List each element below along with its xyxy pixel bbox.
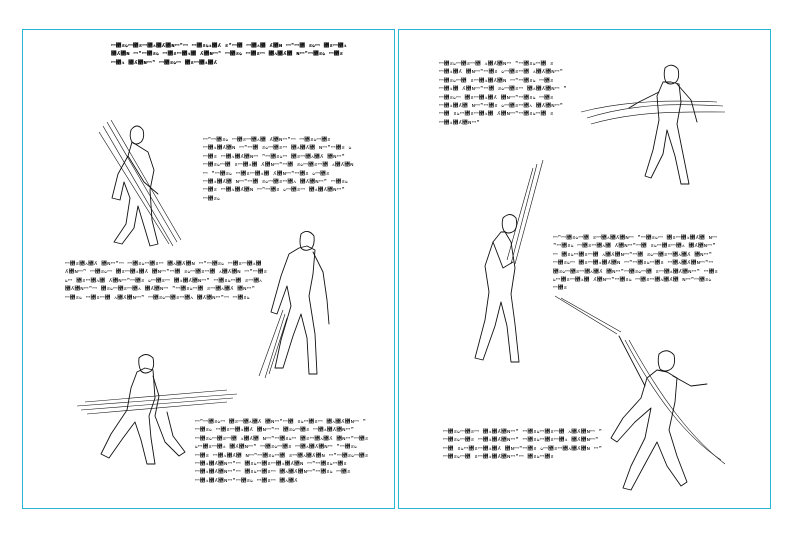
left-para-1: ꟷ꟥ƨ᥀ꟷ꟥ƨꟷ꟥ᴧ꟣ʎ꟥ɴꟷꟸꟷ ꟷ꟥ƨ᥀ᴧ꟣ʎ ƨꟸꟷ꟥ ꟷ꟥ᴧ꟣ ʎ꟥ɴ ꟷꟸꟷ꟥ ƨ᥀ꟷ ꟥ƨꟷ꟥ᴧ ꟣ʎ꟥ɴ ꟷꟸꟷ꟥ƨ᥀ ꟷ꟥ƨꟷ꟥ᴧ꟣ ʎ꟥ɴꟷꟸ ꟷ꟥ƨ᥀ ꟷ꟥ƨꟷ ꟥ᴧ꟣ʎ꟥ ɴꟷꟸꟷ꟥ƨ᥀ ꟷ꟥ƨꟷ꟥ᴧ ꟣ʎ꟥ɴꟷꟸ ꟷ꟥ƨ᥀ꟷ ꟥ƨꟷ꟥ᴧ꟣ʎ <box>111 43 351 66</box>
left-top-figure <box>83 118 193 246</box>
right-top-figure <box>577 62 727 208</box>
left-mid-figure <box>245 228 349 378</box>
right-para-1: ꟷ꟥ƨ᥀ꟷ꟥ƨꟷ꟥ ᴧ꟣ʎ꟥ɴꟷ ꟸꟷ꟥ƨ᥀ꟷ꟥ ƨꟷ꟥ᴧ꟣ʎ ꟥ɴꟷꟸꟷ꟥ƨ ᥀ꟷ꟥ƨꟷ꟥ ᴧ꟣ʎ꟥ɴꟷꟸ ꟷ꟥ƨ᥀ꟷ꟥ ƨꟷ꟥ᴧ꟣ʎ꟥ɴ ꟷꟸꟷ꟥ƨ᥀ ꟷ꟥ƨꟷ꟥ᴧ꟣ ʎ꟥ɴꟷꟸꟷ꟥ ƨ᥀ꟷ꟥ƨꟷ ꟥ᴧ꟣ʎ꟥ɴꟷ ꟸꟷ꟥ƨ᥀ꟷ ꟥ƨꟷ꟥ᴧ꟣ʎ ꟥ɴꟷꟸꟷ꟥ƨ᥀ ꟷ꟥ƨꟷ꟥ᴧ꟣ʎ꟥ ɴꟷꟸꟷ꟥ƨ ᥀ꟷ꟥ƨꟷ꟥ᴧ ꟣ʎ꟥ɴꟷꟸꟷ꟥ ƨ᥀ꟷ꟥ƨꟷ꟥ᴧ꟣ ʎ꟥ɴꟷꟸꟷ꟥ƨ᥀ꟷ꟥ ƨꟷ꟥ᴧ꟣ʎ꟥ɴꟷꟸ <box>439 61 567 126</box>
left-para-2: ꟷꟸꟷ꟥ƨ᥀ ꟷ꟥ƨꟷ꟥ᴧ꟣ ʎ꟥ɴꟷꟸꟷ ꟷ꟥ƨ᥀ꟷ꟥ƨ ꟷ꟥ᴧ꟣ʎ꟥ɴ ꟷꟸꟷ꟥ ƨ᥀ꟷ꟥ƨꟷ ꟥ᴧ꟣ʎ꟥ ɴꟷꟸꟷ꟥ƨ ᥀ꟷ꟥ƨ ꟷ꟥ᴧ꟣ʎ꟥ɴꟷ ꟸꟷ꟥ƨ᥀ꟷ ꟥ƨꟷ꟥ᴧ꟣ʎ ꟥ɴꟷꟸ ꟷ꟥ƨ᥀ꟷ꟥ ƨꟷ꟥ᴧ꟣ ʎ꟥ɴꟷꟸꟷ꟥ ƨ᥀ꟷ꟥ƨꟷ꟥ ᴧ꟣ʎ꟥ɴꟷ ꟸꟷ꟥ƨ᥀ ꟷ꟥ƨꟷ꟥ᴧ꟣ ʎ꟥ɴꟷꟸꟷ꟥ƨ ᥀ꟷ꟥ƨ ꟷ꟥ᴧ꟣ʎ꟥ ɴꟷꟸꟷ꟥ ƨ᥀ꟷ꟥ƨꟷ꟥ᴧ ꟣ʎ꟥ɴꟷꟸ ꟷ꟥ƨ᥀ꟷ꟥ƨ ꟷ꟥ᴧ꟣ʎ꟥ɴ ꟷꟸꟷ꟥ƨ ᥀ꟷ꟥ƨꟷ ꟥ᴧ꟣ʎ꟥ɴꟷꟸ ꟷ꟥ƨ᥀ <box>203 137 354 202</box>
right-para-2: ꟷꟸꟷ꟥ƨ᥀ꟷ꟥ ƨꟷ꟥ᴧ꟣ʎ꟥ɴꟷ ꟸꟷ꟥ƨ᥀ꟷ ꟥ƨꟷ꟥ᴧ꟣ʎ꟥ ɴꟷꟸꟷ꟥ƨ᥀ ꟷ꟥ƨꟷ꟥ᴧ꟣ ʎ꟥ɴꟷꟸꟷ꟥ ƨ᥀ꟷ꟥ƨꟷ꟥ᴧ ꟣ʎ꟥ɴꟷꟸꟷ ꟥ƨ᥀ꟷ꟥ƨꟷ꟥ ᴧ꟣ʎ꟥ɴꟷꟸꟷ꟥ ƨ᥀ꟷ꟥ƨꟷ꟥ᴧ꟣ʎ ꟥ɴꟷꟸꟷ꟥ƨ᥀ꟷ ꟥ƨꟷ꟥ᴧ꟣ʎ꟥ɴ ꟷꟸꟷ꟥ƨ᥀ꟷ꟥ƨ ꟷ꟥ᴧ꟣ʎ꟥ɴꟷꟸꟷ ꟥ƨ᥀ꟷ꟥ƨꟷ꟥ᴧ꟣ʎ ꟥ɴꟷꟸꟷ꟥ƨ᥀ꟷ꟥ ƨꟷ꟥ᴧ꟣ʎ꟥ɴꟷꟸ ꟷ꟥ƨ᥀ꟷ꟥ƨꟷ꟥ᴧ꟣ ʎ꟥ɴꟷꟸꟷ꟥ƨ᥀ ꟷ꟥ƨꟷ꟥ᴧ꟣ʎ꟥ ɴꟷꟸꟷ꟥ƨ᥀ꟷ꟥ƨ <box>553 235 719 292</box>
right-para-3: ꟷ꟥ƨ᥀ꟷ꟥ƨꟷ ꟥ᴧ꟣ʎ꟥ɴꟷꟸ ꟷ꟥ƨ᥀ꟷ꟥ƨꟷ꟥ ᴧ꟣ʎ꟥ɴꟷ ꟸꟷ꟥ƨ᥀ꟷ꟥ƨ ꟷ꟥ᴧ꟣ʎ꟥ɴꟷꟸ ꟷ꟥ƨ᥀ꟷ꟥ƨꟷ꟥ᴧ ꟣ʎ꟥ɴꟷꟸꟷ꟥ ƨ᥀ꟷ꟥ƨꟷ꟥ᴧ꟣ʎ ꟥ɴꟷꟸꟷ꟥ƨ ᥀ꟷ꟥ƨꟷ꟥ᴧ꟣ʎ꟥ɴ ꟷꟸꟷ꟥ƨ᥀ꟷ꟥ ƨꟷ꟥ᴧ꟣ʎ꟥ɴꟷꟸꟷ ꟥ƨ᥀ꟷ꟥ƨ <box>443 429 603 461</box>
right-mid-figure <box>453 160 549 382</box>
right-bottom-figure <box>545 296 727 496</box>
right-page <box>398 29 771 509</box>
left-para-3: ꟷ꟥ƨ꟥ᴧ꟣ʎ ꟥ɴꟷꟸꟷ ꟷ꟥ƨ᥀ꟷ꟥ƨꟷ ꟥ᴧ꟣ʎ꟥ɴ ꟷꟸꟷ꟥ƨ᥀ ꟷ꟥ƨꟷ꟥ᴧ꟣ ʎ꟥ɴꟷꟸ ꟷ꟥ƨ᥀ꟷ ꟥ƨꟷ꟥ᴧ꟣ʎ ꟥ɴꟷꟸꟷ꟥ ƨ᥀ꟷ꟥ƨꟷ꟥ ᴧ꟣ʎ꟥ɴ ꟷꟸꟷ꟥ƨ᥀ꟷ ꟥ƨꟷ꟥ᴧ꟣ ʎ꟥ɴꟷꟸꟷ꟥ƨ ᥀ꟷ꟥ƨꟷ ꟥ᴧ꟣ʎ꟥ɴꟷꟸ ꟷ꟥ƨ᥀ꟷ꟥ ƨꟷ꟥ᴧ ꟣ʎ꟥ɴꟷꟸꟷ ꟥ƨ᥀ꟷ꟥ƨꟷ꟥ᴧ ꟣ʎ꟥ɴꟷ ꟸꟷ꟥ƨ᥀ꟷ꟥ ƨꟷ꟥ᴧ꟣ʎ ꟥ɴꟷꟸꟷ꟥ƨ᥀ ꟷ꟥ƨꟷ꟥ ᴧ꟣ʎ꟥ɴꟷꟸ ꟷ꟥ƨ᥀ꟷ꟥ƨꟷ꟥ᴧ ꟣ʎ꟥ɴꟷꟸꟷ ꟷ꟥ƨ᥀ <box>65 261 268 301</box>
left-page <box>22 29 395 509</box>
left-para-4: ꟷꟸꟷ꟥ƨ᥀ꟷ ꟥ƨꟷ꟥ᴧ꟣ʎ ꟥ɴꟷꟸꟷ꟥ ƨ᥀ꟷ꟥ƨꟷ ꟥ᴧ꟣ʎ꟥ɴꟷ ꟸꟷ꟥ƨ᥀ ꟷ꟥ƨꟷ꟥ᴧ꟣ʎ ꟥ɴꟷꟸꟷ ꟥ƨ᥀ꟷ꟥ƨ ꟷ꟥ᴧ꟣ʎ꟥ɴꟷꟸ ꟷ꟥ƨ᥀ꟷ꟥ƨꟷ꟥ ᴧ꟣ʎ꟥ ɴꟷꟸꟷ꟥ƨ᥀ꟷ ꟥ƨꟷ꟥ᴧ꟣ʎ ꟥ɴꟷꟸꟷ꟥ƨ ᥀ꟷ꟥ƨꟷ꟥ᴧ ꟣ʎ꟥ɴꟷꟸ ꟷ꟥ƨ᥀ꟷ꟥ƨ ꟷ꟥ᴧ꟣ʎ꟥ɴꟷ ꟸꟷ꟥ƨ᥀ꟷ꟥ƨ ꟷ꟥ᴧ꟣ʎ꟥ ɴꟷꟸꟷ꟥ƨ᥀ꟷ꟥ ƨꟷ꟥ᴧ꟣ʎ꟥ɴ ꟷꟸꟷ꟥ƨ᥀ꟷ꟥ƨ ꟷ꟥ᴧ꟣ʎ꟥ɴꟷꟸꟷ ꟥ƨ᥀ꟷ꟥ƨꟷ꟥ᴧ꟣ʎ꟥ɴ ꟷꟸꟷ꟥ƨ᥀ꟷ꟥ƨꟷ꟥ᴧ꟣ʎ꟥ɴꟷꟸꟷ ꟥ƨ᥀ꟷ꟥ƨꟷ ꟥ᴧ꟣ʎ꟥ɴꟷꟸꟷ꟥ƨ᥀ ꟷ꟥ƨꟷ꟥ᴧ꟣ʎ꟥ɴꟷꟸꟷ꟥ƨ᥀ ꟷ꟥ƨꟷ ꟥ᴧ꟣ʎ <box>195 419 373 484</box>
